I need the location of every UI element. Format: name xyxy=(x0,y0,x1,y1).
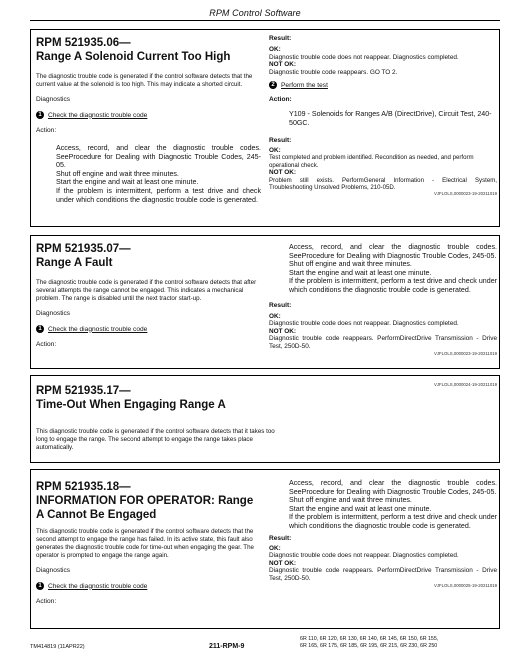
dtc-code: RPM 521935.06— xyxy=(36,37,131,49)
reference-id: VJFLOLS,0000025-19-20211019 xyxy=(434,582,497,588)
action-steps xyxy=(269,243,497,295)
result-notok-text: Problem still exists. PerformGeneral Information - Electrical System, Troubleshooting Unsolved Problems, 210-05D. xyxy=(269,176,497,191)
action-text: Y109 - Solenoids for Ranges A/B (DirectDrive), Circuit Test, 240-50GC. xyxy=(289,110,492,127)
dtc-title: INFORMATION FOR OPERATOR: Range A Cannot Be Engaged xyxy=(36,495,254,521)
left-column xyxy=(36,470,261,605)
step-1-link[interactable] xyxy=(36,325,261,333)
result-label: Result: xyxy=(269,301,292,309)
footer-models-line: 6R 110, 6R 120, 6R 130, 6R 140, 6R 145, 6R 150, 6R 155, xyxy=(300,636,439,642)
diagnostics-label: Diagnostics xyxy=(36,567,71,574)
diagnostics-label: Diagnostics xyxy=(36,96,71,103)
result-notok: NOT OK: xyxy=(269,168,296,176)
reference-id: VJFLOLS,0000023-19-20211019 xyxy=(434,350,497,356)
result-ok-text: Test completed and problem identified. Recondition as needed, and perform operational check. xyxy=(269,154,474,169)
dtc-description: This diagnostic trouble code is generated if the control software detects that it takes too long to engage the range. The second attempt to engage the range takes place automatically. xyxy=(36,428,275,451)
action-label: Action: xyxy=(36,127,57,134)
action-step: Start the engine and wait at least one minute. xyxy=(289,268,432,277)
step-number-icon: 2 xyxy=(269,81,277,89)
action-step: Access, record, and clear the diagnostic trouble codes. SeeProcedure for Dealing with Diagnostic Trouble Codes, 245-05. xyxy=(56,144,261,170)
result-notok-text: Diagnostic trouble code reappears. GO TO 2. xyxy=(269,68,398,76)
left-column xyxy=(36,236,261,348)
right-column xyxy=(269,470,497,588)
dtc-block-521935-06 xyxy=(30,29,500,227)
dtc-block-521935-17 xyxy=(30,375,500,463)
result-ok: OK: xyxy=(269,312,281,320)
action-step: Start the engine and wait at least one minute. xyxy=(56,178,199,187)
action-step: Access, record, and clear the diagnostic trouble codes. SeeProcedure for Dealing with Diagnostic Trouble Codes, 245-05. xyxy=(289,243,497,260)
step-link-label[interactable]: Check the diagnostic trouble code xyxy=(48,582,148,590)
action-label: Action: xyxy=(36,341,57,348)
dtc-title: Time-Out When Engaging Range A xyxy=(36,399,226,411)
result-notok-text: Diagnostic trouble code reappears. PerformDirectDrive Transmission - Drive Test, 250D-50. xyxy=(269,567,497,582)
reference-id: VJFLOLS,0000023-19-20211019 xyxy=(434,191,497,197)
left-column xyxy=(36,376,276,412)
dtc-code: RPM 521935.18— xyxy=(36,481,131,493)
step-link-label[interactable]: Check the diagnostic trouble code xyxy=(48,111,148,119)
result-label: Result: xyxy=(269,136,292,144)
step-link-label[interactable]: Check the diagnostic trouble code xyxy=(48,325,148,333)
step-1-link[interactable] xyxy=(36,582,261,590)
result-ok: OK: xyxy=(269,146,281,154)
dtc-code: RPM 521935.17— xyxy=(36,385,131,397)
action-step: Shut off engine and wait three minutes. xyxy=(56,169,179,178)
result-notok: NOT OK: xyxy=(269,327,296,335)
right-column xyxy=(269,236,497,356)
footer-models-line: 6R 165, 6R 175, 6R 185, 6R 195, 6R 215, 6R 230, 6R 250 xyxy=(300,643,438,649)
result-ok-text: Diagnostic trouble code does not reappear. Diagnostics completed. xyxy=(269,320,459,328)
dtc-code: RPM 521935.07— xyxy=(36,243,131,255)
action-label: Action: xyxy=(36,598,57,605)
action-step: Access, record, and clear the diagnostic trouble codes. SeeProcedure for Dealing with Diagnostic Trouble Codes, 245-05. xyxy=(289,479,497,496)
step-number-icon: 1 xyxy=(36,582,44,590)
result-notok: NOT OK: xyxy=(269,61,296,69)
result-label: Result: xyxy=(269,534,292,542)
step-number-icon: 1 xyxy=(36,111,44,119)
step-link-label[interactable]: Perform the test xyxy=(281,81,328,89)
dtc-block-521935-07 xyxy=(30,235,500,369)
result-ok: OK: xyxy=(269,46,281,53)
dtc-description: This diagnostic trouble code is generated if the control software detects that the second attempt to engage the range has failed. In its active state, this fault also generates the diagnostic trouble code for time-out when engaging the gear. The operator is prompted to engage the range again. xyxy=(36,528,254,559)
result-notok: NOT OK: xyxy=(269,559,296,567)
header-rule xyxy=(30,20,500,21)
result-label: Result: xyxy=(269,35,292,42)
action-step: If the problem is intermittent, perform a test drive and check under which conditions the diagnostic trouble code is generated. xyxy=(289,513,497,530)
dtc-description: The diagnostic trouble code is generated if the control software detects that after several attempts the range cannot be engaged. This indicates a mechanical problem. The range is disabled until the next tractor start-up. xyxy=(36,279,257,302)
reference-id: VJFLOLS,0000024-19-20211019 xyxy=(434,382,497,387)
action-steps xyxy=(269,479,497,531)
page-header: RPM Control Software xyxy=(209,8,301,18)
left-column xyxy=(36,30,261,204)
step-2-link[interactable] xyxy=(269,81,497,89)
action-steps xyxy=(36,144,261,204)
result-ok-text: Diagnostic trouble code does not reappear. Diagnostics completed. xyxy=(269,552,459,560)
dtc-title: Range A Fault xyxy=(36,257,113,269)
footer-models xyxy=(300,636,500,650)
dtc-block-521935-18 xyxy=(30,469,500,629)
result-ok: OK: xyxy=(269,544,281,552)
result-ok-text: Diagnostic trouble code does not reappear. Diagnostics completed. xyxy=(269,53,459,61)
right-column xyxy=(269,376,497,387)
dtc-description: The diagnostic trouble code is generated if the control software detects that the current value at the solenoid is too high. This may indicate a shorted circuit. xyxy=(36,73,253,88)
dtc-title: Range A Solenoid Current Too High xyxy=(36,51,231,63)
footer-page-number: 211-RPM-9 xyxy=(209,643,245,650)
result-notok-text: Diagnostic trouble code reappears. PerformDirectDrive Transmission - Drive Test, 250D-50. xyxy=(269,335,497,350)
action-step: Start the engine and wait at least one minute. xyxy=(289,504,432,513)
diagnostics-label: Diagnostics xyxy=(36,310,71,317)
footer-doc-id: TM414819 (11APR22) xyxy=(30,644,85,650)
action-step: Shut off engine and wait three minutes. xyxy=(289,496,412,505)
action-label: Action: xyxy=(269,96,292,104)
step-1-link[interactable] xyxy=(36,111,261,119)
action-step: Shut off engine and wait three minutes. xyxy=(289,260,412,269)
action-step: If the problem is intermittent, perform a test drive and check under which conditions the diagnostic trouble code is generated. xyxy=(289,277,497,294)
action-step: If the problem is intermittent, perform a test drive and check under which conditions the diagnostic trouble code is generated. xyxy=(56,186,261,204)
right-column xyxy=(269,30,497,196)
step-number-icon: 1 xyxy=(36,325,44,333)
